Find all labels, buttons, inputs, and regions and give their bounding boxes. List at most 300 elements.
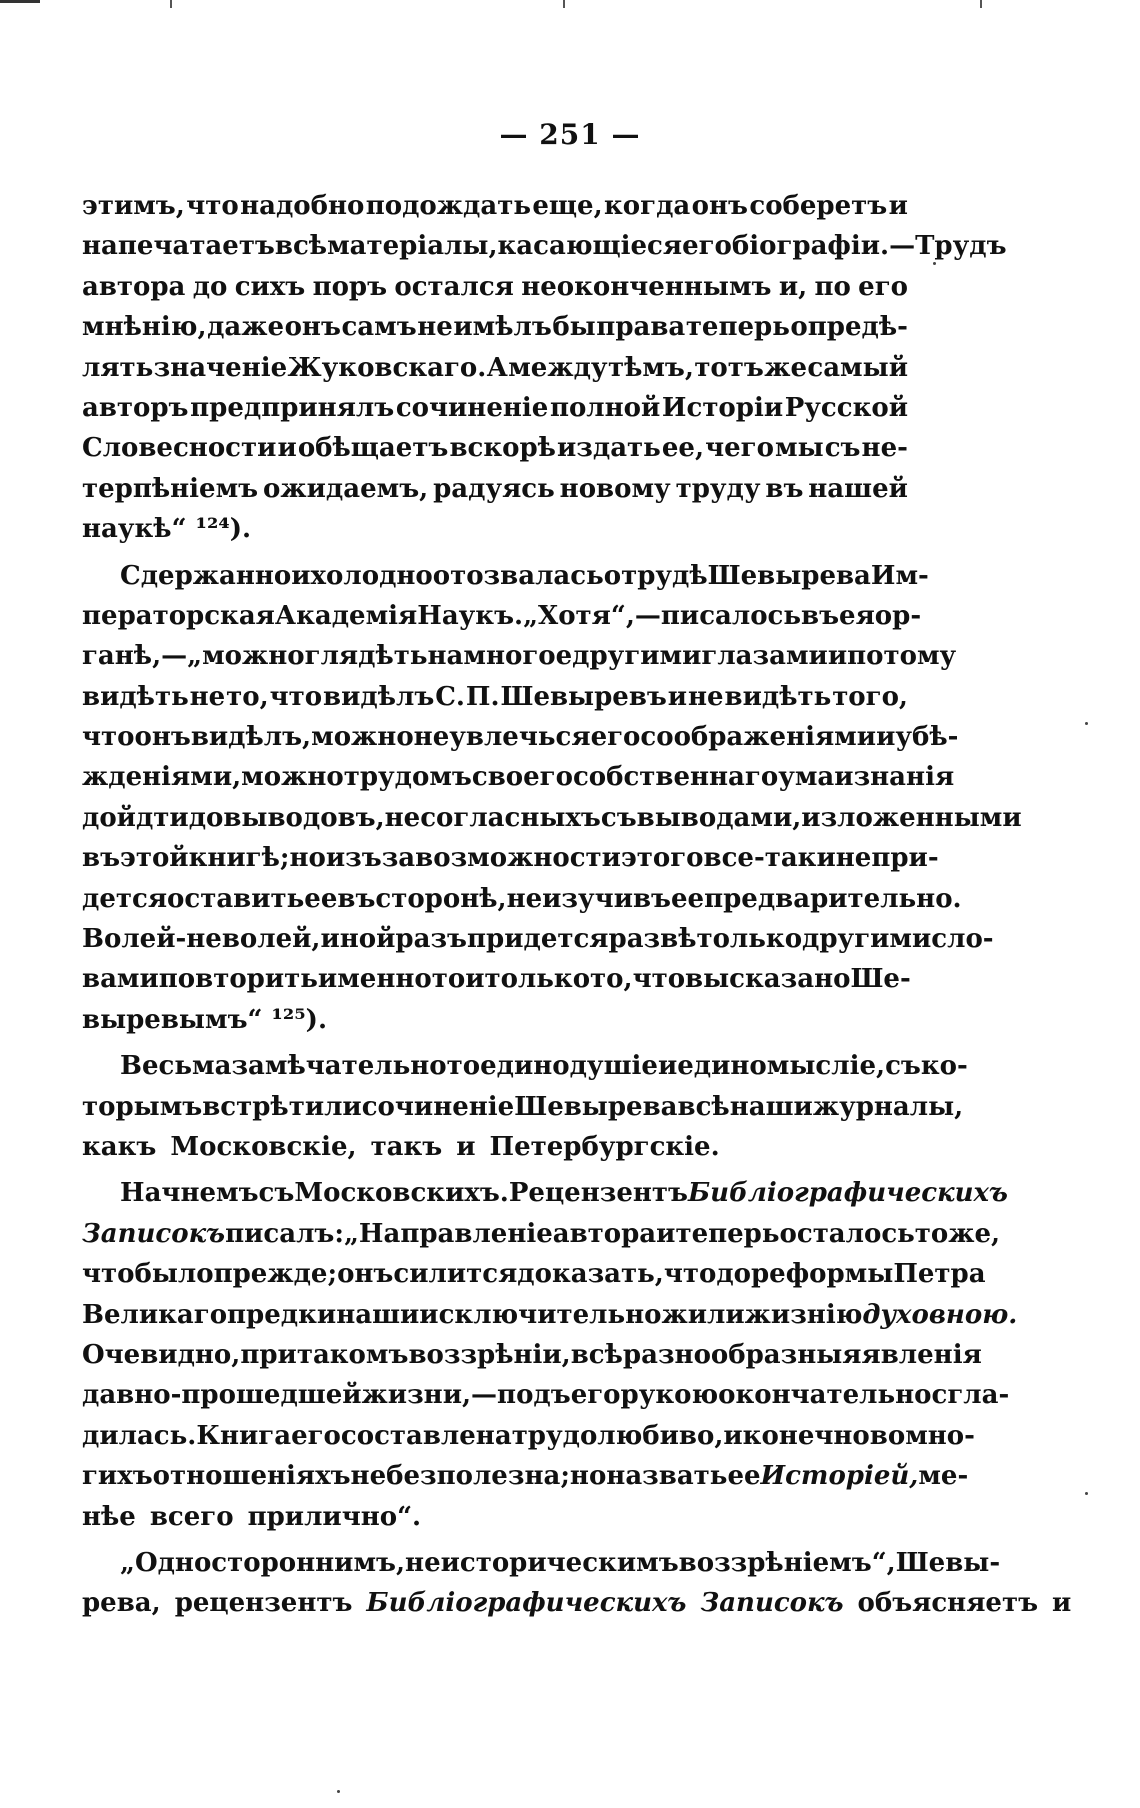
word: и [656, 1218, 676, 1249]
word: именно [317, 964, 432, 995]
word: ко- [920, 1051, 968, 1082]
word: можно [241, 762, 344, 793]
word: трудомъ [343, 762, 472, 793]
word: новому [559, 473, 671, 504]
word: и [465, 964, 485, 995]
word: значеніе [153, 352, 288, 383]
text-line [82, 1583, 1072, 1623]
word: и [291, 560, 311, 591]
scan-edge-tick [563, 0, 565, 8]
word: его [858, 271, 908, 302]
word: выводовъ, [223, 802, 385, 833]
word: его [682, 231, 732, 262]
word: до [192, 271, 228, 302]
text-line [82, 1173, 1008, 1213]
word: всѣ [274, 231, 328, 262]
word: матеріалы, [327, 231, 498, 262]
word: единодушіе [480, 1051, 658, 1082]
word: было [134, 1259, 214, 1290]
word: лять [82, 352, 154, 383]
word: сгла- [931, 1380, 1010, 1411]
word: онъ [134, 722, 191, 753]
word: дется [82, 883, 168, 914]
word: что [663, 1259, 717, 1290]
word: то, [226, 681, 269, 712]
word: чего [705, 433, 774, 464]
word: изучивъ [542, 883, 671, 914]
scan-speck [1085, 722, 1088, 725]
word: сочиненіе [361, 1091, 515, 1122]
word: радуясь [433, 473, 555, 504]
word: но [289, 843, 326, 874]
text-line [82, 1456, 969, 1496]
word: Ше- [850, 964, 911, 995]
word: ее [671, 883, 705, 914]
paragraph [82, 1543, 1072, 1624]
word: когда [604, 191, 691, 221]
word: знанія [853, 762, 955, 793]
word: біографіи.—Трудъ [731, 231, 1007, 262]
word: журналы, [812, 1091, 964, 1122]
word: самъ [341, 312, 417, 343]
word: Волей-неволей, [82, 924, 321, 955]
word: С. [435, 681, 465, 712]
word: Начнемъ [120, 1178, 259, 1209]
word: Петра [893, 1259, 986, 1290]
word: до [188, 802, 224, 833]
word: Шевыревъ [500, 681, 667, 712]
word: обѣщаетъ [297, 433, 449, 464]
word: доказать, [517, 1259, 664, 1290]
paragraph [82, 1173, 1018, 1543]
paragraph [82, 556, 1022, 1047]
word: Петербургскіе. [489, 1131, 720, 1162]
word: рева, [82, 1588, 161, 1619]
word: не [189, 681, 226, 712]
word: Великаго [82, 1299, 228, 1330]
word: ее [727, 1461, 761, 1492]
text-line [82, 226, 1007, 266]
word: реформы [750, 1259, 894, 1290]
word: предпринялъ [190, 392, 395, 423]
word: Московскіе, [170, 1131, 357, 1162]
word: воззрѣніи, [408, 1339, 571, 1370]
word: сло- [931, 924, 994, 955]
word: во [869, 1420, 906, 1451]
word: не [417, 312, 453, 343]
word: въ [82, 843, 121, 874]
word: и [723, 1420, 743, 1451]
word: при- [871, 843, 939, 874]
text-line [82, 186, 908, 226]
word: какъ [82, 1131, 157, 1162]
word: Московскихъ. [294, 1178, 509, 1209]
word: онъ [337, 1259, 394, 1290]
word: выводами, [636, 802, 802, 833]
text-line [82, 757, 955, 797]
word: возможности [415, 843, 621, 874]
word: видѣлъ, [190, 722, 312, 753]
word: съ [600, 802, 637, 833]
scan-speck [337, 1790, 340, 1793]
word: Исторіи [661, 392, 784, 423]
word: все-таки [703, 843, 836, 874]
text-line [82, 798, 1022, 838]
word: явленія [861, 1339, 982, 1370]
word: въ [801, 600, 840, 631]
word: Им- [870, 560, 929, 591]
text-line [82, 1497, 908, 1537]
word: убѣ- [895, 722, 959, 753]
word: въ [765, 473, 804, 504]
text-line [82, 469, 908, 509]
word: этого [620, 843, 704, 874]
word: его [570, 1380, 621, 1411]
word: объясняетъ [857, 1588, 1039, 1619]
word: замѣчательно [231, 1051, 447, 1082]
word: тотъ [694, 352, 764, 383]
text-line [82, 556, 929, 596]
word: единомысліе, [677, 1051, 886, 1082]
word: предки [227, 1299, 337, 1330]
word: онъ [284, 312, 341, 343]
word: напечатаетъ [82, 231, 275, 262]
word: осталось [779, 1218, 915, 1249]
word: по [814, 271, 851, 302]
text-line [82, 307, 908, 347]
word: Жуковскаго. [287, 352, 487, 383]
word: остался [394, 271, 514, 302]
text-line [82, 636, 957, 676]
text-line [82, 428, 908, 468]
word: ума [778, 762, 835, 793]
word: Шевырева [707, 560, 871, 591]
word: что [82, 1259, 135, 1290]
word: оставить [167, 883, 305, 914]
word: ганѣ,—„можно [82, 641, 305, 672]
word: изложенными [801, 802, 1022, 833]
word: жденіями, [82, 762, 242, 793]
word: неоконченнымъ [521, 271, 772, 302]
word: наукѣ“ ¹²⁴). [82, 514, 252, 545]
word: Русской [784, 392, 908, 423]
text-line [82, 596, 922, 636]
word: что [186, 191, 239, 221]
word: видѣть [724, 681, 832, 712]
text-line [82, 267, 908, 307]
word: соображеніями [640, 722, 877, 753]
word: несогласныхъ [384, 802, 601, 833]
word: при [240, 1339, 297, 1370]
word: съ [824, 433, 861, 464]
word: безполезна; [386, 1461, 570, 1492]
word: не [506, 883, 543, 914]
word: сторонѣ, [375, 883, 507, 914]
word: и [888, 191, 908, 221]
word: писалъ: [225, 1218, 344, 1249]
word: автора [82, 271, 186, 302]
word: неисторическимъ [405, 1547, 679, 1578]
word: то, [590, 964, 633, 995]
word: и [277, 433, 297, 464]
word: Библіографическихъ [687, 1178, 1008, 1209]
word: и [876, 722, 896, 753]
word: и [667, 681, 688, 712]
word: повторить [158, 964, 318, 995]
word: только [696, 924, 803, 955]
word: права [596, 312, 686, 343]
word: можно [311, 722, 414, 753]
word: что [632, 964, 686, 995]
word: вами [82, 964, 159, 995]
text-line [82, 348, 908, 388]
word: П. [465, 681, 500, 712]
word: такомъ [296, 1339, 409, 1370]
word: такъ [370, 1131, 443, 1162]
word: трудолюбиво, [511, 1420, 724, 1451]
word: и [834, 762, 854, 793]
text-line [82, 1375, 1010, 1415]
word: съ [258, 1178, 295, 1209]
word: не [350, 1461, 387, 1492]
word: рукою [620, 1380, 719, 1411]
text-line [82, 1543, 1001, 1583]
word: Шевырева [514, 1091, 678, 1122]
scan-edge-mark [0, 0, 40, 3]
word: только [484, 964, 591, 995]
word: подождать [365, 191, 531, 221]
word: дойдти [82, 802, 189, 833]
word: мнѣнію, [82, 312, 207, 343]
text-line [82, 509, 908, 549]
word: развѣ [608, 924, 697, 955]
word: Исторіей, [760, 1461, 919, 1492]
word: мно- [905, 1420, 975, 1451]
word: онъ [691, 191, 748, 221]
word: предварительно. [704, 883, 962, 914]
word: духовною. [862, 1299, 1018, 1330]
word: ператорская [82, 600, 275, 631]
word: собственнаго [572, 762, 779, 793]
word: не [413, 722, 450, 753]
word: полной [549, 392, 661, 423]
word: силится [393, 1259, 518, 1290]
word: выревымъ“ ¹²⁵). [82, 1004, 328, 1035]
text-line [82, 838, 939, 878]
word: имѣлъ [453, 312, 552, 343]
text-line [82, 1127, 908, 1167]
word: отношеніяхъ [152, 1461, 351, 1492]
word: самый [807, 352, 908, 383]
word: же [764, 352, 807, 383]
word: всѣ [570, 1339, 623, 1370]
word: между [508, 352, 608, 383]
word: и [827, 641, 848, 672]
word: Наукъ. [417, 600, 524, 631]
word: жили [661, 1299, 745, 1330]
paragraph [82, 186, 1007, 556]
word: и, [778, 271, 808, 302]
word: его [590, 722, 641, 753]
word: Академія [274, 600, 418, 631]
word: что [82, 722, 135, 753]
word: холодно [310, 560, 433, 591]
word: сочиненіе [395, 392, 549, 423]
word: на [427, 641, 464, 672]
word: ор- [874, 600, 922, 631]
word: дилась. [82, 1420, 197, 1451]
word: всѣ [677, 1091, 730, 1122]
word: глядѣть [304, 641, 428, 672]
word: этой [120, 843, 189, 874]
word: „Хотя“,—писалось [523, 600, 802, 631]
word: потому [847, 641, 957, 672]
word: того, [832, 681, 908, 712]
word: ме- [918, 1461, 969, 1492]
word: отозвалась [432, 560, 604, 591]
word: Весьма [120, 1051, 232, 1082]
word: о [603, 560, 622, 591]
word: Записокъ [82, 1218, 226, 1249]
word: поръ [312, 271, 388, 302]
word: терпѣніемъ [82, 473, 259, 504]
word: не [688, 681, 724, 712]
word: гихъ [82, 1461, 153, 1492]
word: Рецензентъ [508, 1178, 688, 1209]
text-line [82, 1295, 1018, 1335]
word: окончательно [718, 1380, 932, 1411]
word: прилично“. [247, 1501, 422, 1532]
word: видѣлъ [323, 681, 435, 712]
word: другими [802, 924, 932, 955]
word: автора [552, 1218, 657, 1249]
text-line [82, 959, 911, 999]
word: что [269, 681, 323, 712]
word: Шевы- [895, 1547, 1001, 1578]
text-line [82, 1254, 986, 1294]
word: труду [675, 473, 761, 504]
text-line [82, 1087, 964, 1127]
word: Книга [196, 1420, 292, 1451]
word: иной [320, 924, 396, 955]
word: разъ [395, 924, 467, 955]
word: Очевидно, [82, 1339, 241, 1370]
word: всего [149, 1501, 234, 1532]
word: соберетъ [749, 191, 888, 221]
word: теперь [685, 312, 790, 343]
word: встрѣтили [202, 1091, 362, 1122]
word: другими [572, 641, 702, 672]
word: даже [207, 312, 285, 343]
text-line [82, 879, 962, 919]
word: ея [839, 600, 875, 631]
body-text [82, 186, 1072, 1624]
word: исключительно [419, 1299, 662, 1330]
word: глазами [701, 641, 828, 672]
word: нѣе [82, 1501, 136, 1532]
word: А [486, 352, 508, 383]
word: видѣть [82, 681, 189, 712]
text-line [82, 388, 908, 428]
word: опредѣ- [790, 312, 908, 343]
text-line [82, 1046, 968, 1086]
word: не- [861, 433, 908, 464]
word: и [657, 1051, 678, 1082]
scan-edge-tick [980, 0, 982, 8]
text-line [82, 1416, 975, 1456]
text-line [82, 1335, 982, 1375]
word: наши [729, 1091, 813, 1122]
word: вскорѣ [449, 433, 556, 464]
text-line [82, 919, 994, 959]
word: ожидаемъ, [263, 473, 429, 504]
word: но [569, 1461, 607, 1492]
page-number: — 251 — [499, 118, 641, 151]
word: Записокъ [700, 1588, 844, 1619]
word: и [456, 1131, 476, 1162]
word: нашей [808, 473, 908, 504]
word: тоже, [914, 1218, 1001, 1249]
word: изъ [325, 843, 382, 874]
word: то [431, 964, 466, 995]
word: увлечься [449, 722, 591, 753]
word: конечно [742, 1420, 870, 1451]
word: книгѣ; [188, 843, 290, 874]
word: воззрѣніемъ“, [678, 1547, 896, 1578]
word: въ [337, 883, 376, 914]
word: его [291, 1420, 341, 1451]
word: тѣмъ, [607, 352, 694, 383]
paragraph [82, 1046, 968, 1173]
word: этимъ, [82, 191, 185, 221]
word: за [381, 843, 416, 874]
word: до [716, 1259, 751, 1290]
word: своего [471, 762, 573, 793]
word: ее, [661, 433, 704, 464]
word: то [446, 1051, 481, 1082]
word: высказано [685, 964, 851, 995]
word: жизнію [744, 1299, 863, 1330]
word: рецензентъ [174, 1588, 353, 1619]
word: разнообразныя [622, 1339, 862, 1370]
word: мы [774, 433, 824, 464]
word: торымъ [82, 1091, 203, 1122]
word: теперь [675, 1218, 780, 1249]
word: бы [552, 312, 596, 343]
word: трудѣ [621, 560, 708, 591]
text-line [82, 1214, 1001, 1254]
word: съ [885, 1051, 921, 1082]
word: составлена [340, 1420, 512, 1451]
word: авторъ [82, 392, 189, 423]
word: „Направленіе [343, 1218, 553, 1249]
word: многое [463, 641, 573, 672]
word: касающіеся [497, 231, 683, 262]
word: „Одностороннимъ, [120, 1547, 406, 1578]
word: Словесности [82, 433, 277, 464]
word: назвать [606, 1461, 728, 1492]
word: придется [467, 924, 609, 955]
text-line [82, 717, 959, 757]
word: прежде; [213, 1259, 338, 1290]
word: давно-прошедшей [82, 1380, 362, 1411]
word: ее [304, 883, 338, 914]
word: еще, [532, 191, 603, 221]
word: наши [336, 1299, 420, 1330]
word: не [835, 843, 872, 874]
scan-speck [1085, 1492, 1088, 1495]
text-line [82, 677, 908, 717]
